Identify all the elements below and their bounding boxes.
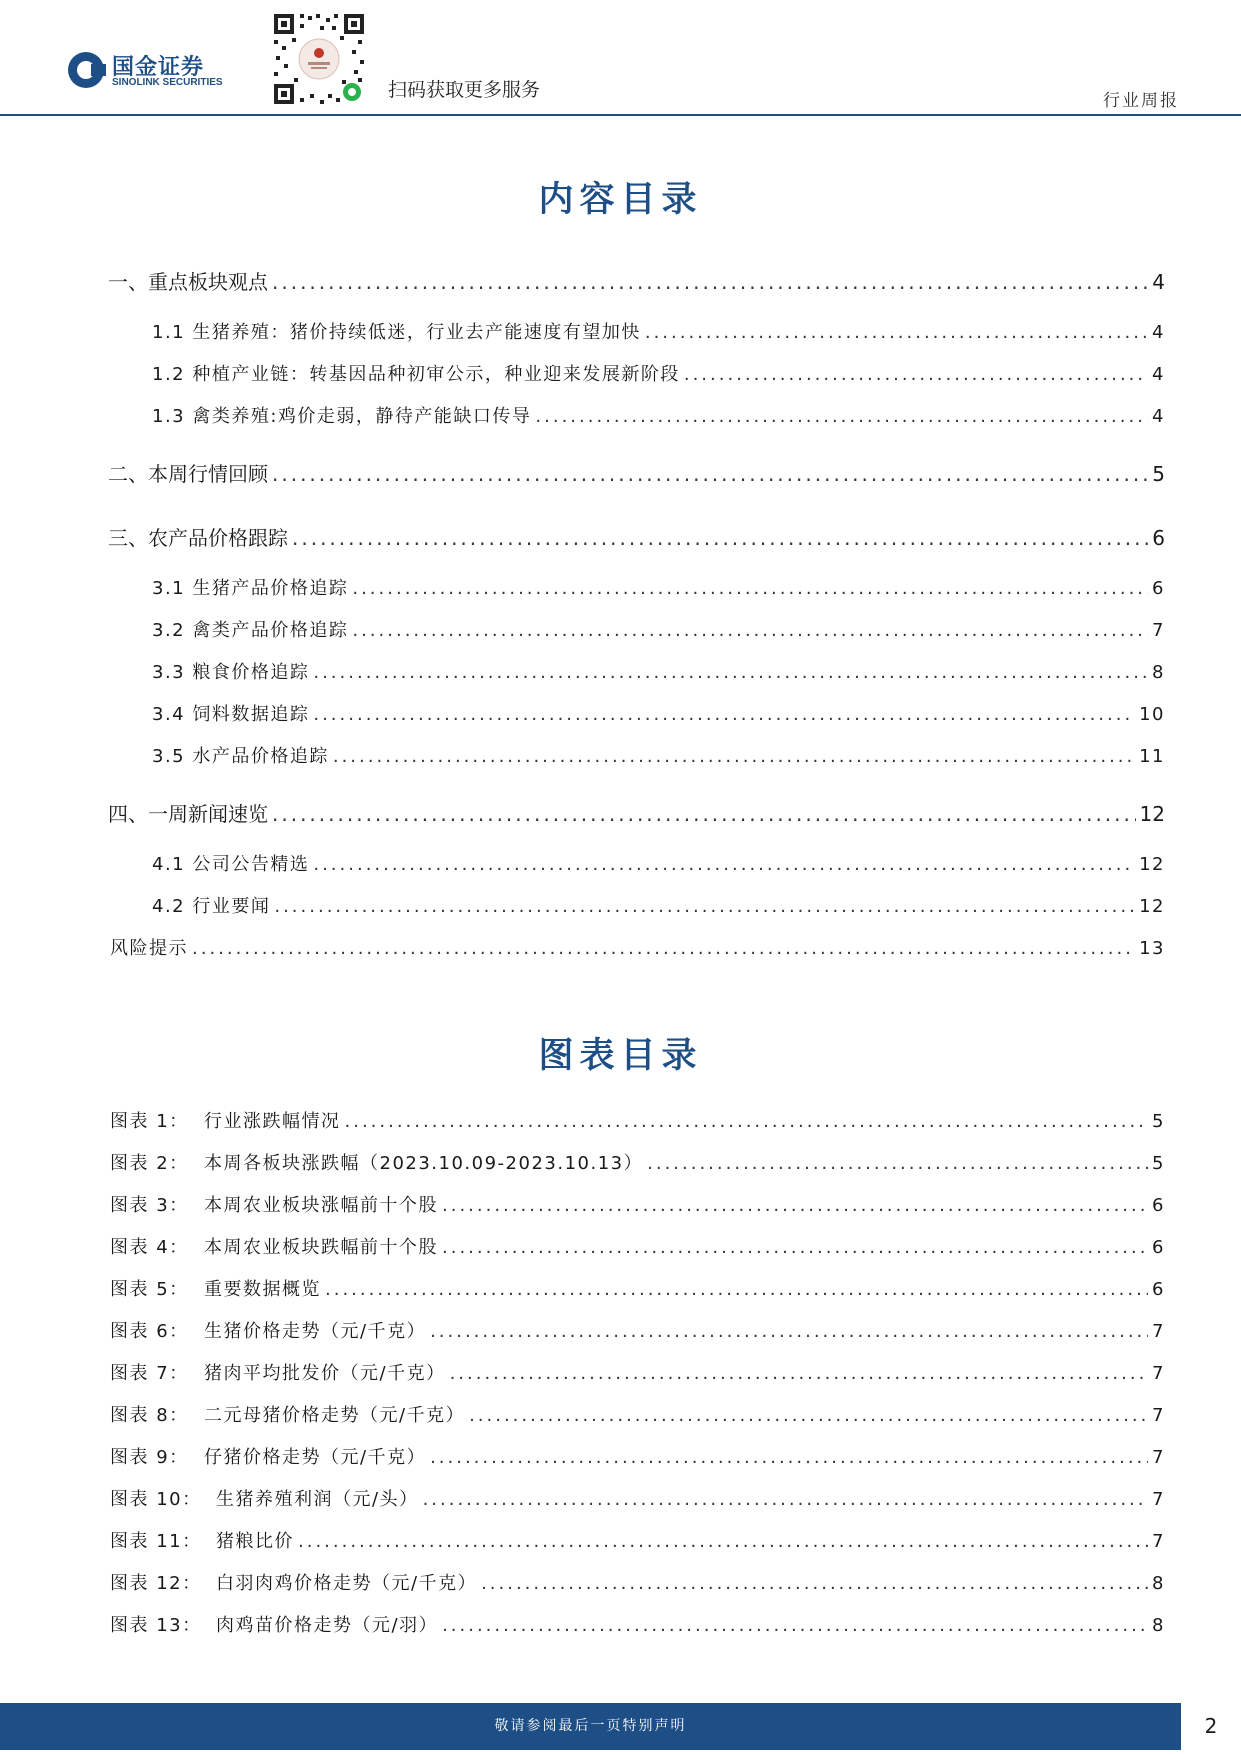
- toc-entry-text: 3.3 粮食价格追踪: [152, 662, 310, 683]
- toc-entry-page: 12: [1139, 896, 1165, 917]
- toc-entry-text: 风险提示: [110, 938, 188, 959]
- company-logo: [68, 50, 258, 94]
- figure-entry-text: 重要数据概览: [204, 1279, 321, 1300]
- figure-entry-text: 生猪养殖利润（元/头）: [216, 1489, 419, 1510]
- toc-entry-text: 1.3 禽类养殖:鸡价走弱，静待产能缺口传导: [152, 406, 532, 427]
- toc-entry-text: 一、重点板块观点: [108, 270, 268, 294]
- figure-entry[interactable]: [110, 1107, 1165, 1133]
- leader-dots: [442, 1195, 1148, 1216]
- page-header: [0, 0, 1241, 116]
- figure-entry[interactable]: [110, 1317, 1165, 1343]
- leader-dots: [647, 1153, 1148, 1174]
- leader-dots: [535, 406, 1148, 427]
- figure-entry-text: 二元母猪价格走势（元/千克）: [204, 1405, 466, 1426]
- toc-entry[interactable]: [152, 616, 1165, 642]
- leader-dots: [430, 1447, 1148, 1468]
- figure-label: 图表 4：: [110, 1237, 189, 1258]
- figure-entry[interactable]: [110, 1233, 1165, 1259]
- figure-entry-text: 行业涨跌幅情况: [204, 1111, 341, 1132]
- figure-entry[interactable]: [110, 1527, 1165, 1553]
- figure-entry-text: 肉鸡苗价格走势（元/羽）: [216, 1615, 439, 1636]
- leader-dots: [313, 704, 1135, 725]
- toc-entry-page: 11: [1139, 746, 1165, 767]
- toc-entry-text: 3.2 禽类产品价格追踪: [152, 620, 349, 641]
- figure-entry-page: 5: [1152, 1153, 1165, 1174]
- figure-entry-text: 白羽肉鸡价格走势（元/千克）: [216, 1573, 478, 1594]
- toc-entry-page: 6: [1152, 526, 1165, 550]
- leader-dots: [272, 462, 1148, 486]
- report-type: 行业周报: [1103, 91, 1179, 111]
- leader-dots: [442, 1237, 1148, 1258]
- figure-entry-page: 7: [1152, 1489, 1165, 1510]
- page-number: 2: [1204, 1714, 1218, 1738]
- leader-dots: [450, 1363, 1148, 1384]
- toc-entry[interactable]: [110, 934, 1165, 960]
- leader-dots: [274, 896, 1135, 917]
- figure-entry-page: 7: [1152, 1405, 1165, 1426]
- toc-entry-text: 4.2 行业要闻: [152, 896, 271, 917]
- figure-entry-text: 本周农业板块涨幅前十个股: [204, 1195, 438, 1216]
- figure-entry-page: 7: [1152, 1363, 1165, 1384]
- toc-entry-text: 3.4 饲料数据追踪: [152, 704, 310, 725]
- leader-dots: [272, 802, 1136, 826]
- figure-entry-text: 仔猪价格走势（元/千克）: [204, 1447, 427, 1468]
- logo-mark-icon: [68, 52, 104, 88]
- figure-entry[interactable]: [110, 1569, 1165, 1595]
- leader-dots: [442, 1615, 1148, 1636]
- figure-entry[interactable]: [110, 1401, 1165, 1427]
- logo-chinese-name: 国金证券: [112, 55, 205, 80]
- toc-entry[interactable]: [152, 574, 1165, 600]
- toc-entry[interactable]: [152, 402, 1165, 428]
- toc-entry-page: 8: [1152, 662, 1165, 683]
- toc-entry-page: 12: [1139, 854, 1165, 875]
- figure-entry-page: 8: [1152, 1615, 1165, 1636]
- toc-entry[interactable]: [108, 458, 1165, 484]
- leader-dots: [423, 1489, 1148, 1510]
- toc-entry-text: 1.1 生猪养殖：猪价持续低迷，行业去产能速度有望加快: [152, 322, 641, 343]
- figure-entry-page: 8: [1152, 1573, 1165, 1594]
- toc-entry-page: 4: [1152, 322, 1165, 343]
- toc-entry[interactable]: [152, 318, 1165, 344]
- leader-dots: [313, 662, 1148, 683]
- leader-dots: [352, 620, 1148, 641]
- footer-disclaimer: 敬请参阅最后一页特别声明: [494, 1718, 687, 1734]
- figure-label: 图表 1：: [110, 1111, 189, 1132]
- leader-dots: [684, 364, 1148, 385]
- figure-entry-text: 猪肉平均批发价（元/千克）: [204, 1363, 446, 1384]
- logo-english-name: SINOLINK SECURITIES: [112, 77, 223, 88]
- leader-dots: [292, 526, 1148, 550]
- figure-entry[interactable]: [110, 1191, 1165, 1217]
- toc-entry[interactable]: [152, 700, 1165, 726]
- toc-entry-page: 10: [1139, 704, 1165, 725]
- leader-dots: [192, 938, 1135, 959]
- figure-entry-page: 5: [1152, 1111, 1165, 1132]
- toc-entry-text: 二、本周行情回顾: [108, 462, 268, 486]
- leader-dots: [352, 578, 1148, 599]
- figure-entry-page: 7: [1152, 1321, 1165, 1342]
- figure-entry-page: 6: [1152, 1195, 1165, 1216]
- leader-dots: [469, 1405, 1148, 1426]
- leader-dots: [325, 1279, 1148, 1300]
- toc-entry[interactable]: [152, 850, 1165, 876]
- leader-dots: [272, 270, 1148, 294]
- figure-entry[interactable]: [110, 1359, 1165, 1385]
- toc-entry-text: 1.2 种植产业链：转基因品种初审公示，种业迎来发展新阶段: [152, 364, 680, 385]
- figure-label: 图表 6：: [110, 1321, 189, 1342]
- toc-entry-page: 4: [1152, 406, 1165, 427]
- toc-entry-page: 4: [1152, 270, 1165, 294]
- figure-label: 图表 5：: [110, 1279, 189, 1300]
- figure-entry[interactable]: [110, 1275, 1165, 1301]
- toc-entry-text: 三、农产品价格跟踪: [108, 526, 288, 550]
- toc-entry[interactable]: [108, 266, 1165, 292]
- figure-entry-page: 7: [1152, 1447, 1165, 1468]
- figure-entry-text: 猪粮比价: [216, 1531, 294, 1552]
- figure-entry[interactable]: [110, 1485, 1165, 1511]
- toc-entry[interactable]: [108, 522, 1165, 548]
- figure-label: 图表 2：: [110, 1153, 189, 1174]
- leader-dots: [313, 854, 1135, 875]
- figure-entry-page: 6: [1152, 1279, 1165, 1300]
- toc-entry-text: 四、一周新闻速览: [108, 802, 268, 826]
- figure-label: 图表 11：: [110, 1531, 202, 1552]
- toc-entry-page: 12: [1139, 802, 1165, 826]
- toc-entry-page: 7: [1152, 620, 1165, 641]
- figures-title: 图表目录: [538, 1035, 703, 1076]
- leader-dots: [430, 1321, 1148, 1342]
- figure-entry-text: 本周各板块涨跌幅（2023.10.09-2023.10.13）: [204, 1153, 644, 1174]
- figure-label: 图表 3：: [110, 1195, 189, 1216]
- toc-entry-text: 3.5 水产品价格追踪: [152, 746, 329, 767]
- toc-entry[interactable]: [152, 658, 1165, 684]
- figure-entry-text: 生猪价格走势（元/千克）: [204, 1321, 427, 1342]
- toc-entry[interactable]: [152, 742, 1165, 768]
- toc-entry-page: 4: [1152, 364, 1165, 385]
- toc-entry-page: 5: [1152, 462, 1165, 486]
- qr-code-icon[interactable]: [270, 10, 368, 108]
- figure-label: 图表 9：: [110, 1447, 189, 1468]
- qr-caption: 扫码获取更多服务: [388, 79, 541, 101]
- leader-dots: [345, 1111, 1149, 1132]
- figure-entry[interactable]: [110, 1611, 1165, 1637]
- figure-label: 图表 7：: [110, 1363, 189, 1384]
- figure-label: 图表 10：: [110, 1489, 202, 1510]
- figure-entry-page: 7: [1152, 1531, 1165, 1552]
- toc-entry-text: 4.1 公司公告精选: [152, 854, 310, 875]
- leader-dots: [333, 746, 1135, 767]
- toc-entry[interactable]: [152, 360, 1165, 386]
- figure-entry-text: 本周农业板块跌幅前十个股: [204, 1237, 438, 1258]
- figure-entry-page: 6: [1152, 1237, 1165, 1258]
- toc-entry[interactable]: [108, 798, 1165, 824]
- toc-entry-page: 6: [1152, 578, 1165, 599]
- figure-label: 图表 13：: [110, 1615, 202, 1636]
- toc-entry[interactable]: [152, 892, 1165, 918]
- figure-label: 图表 12：: [110, 1573, 202, 1594]
- leader-dots: [645, 322, 1148, 343]
- figure-entry[interactable]: [110, 1443, 1165, 1469]
- figure-label: 图表 8：: [110, 1405, 189, 1426]
- toc-entry-text: 3.1 生猪产品价格追踪: [152, 578, 349, 599]
- figure-entry[interactable]: [110, 1149, 1165, 1175]
- leader-dots: [298, 1531, 1148, 1552]
- header-divider: [0, 114, 1241, 116]
- toc-entry-page: 13: [1139, 938, 1165, 959]
- toc-title: 内容目录: [538, 179, 703, 220]
- leader-dots: [481, 1573, 1148, 1594]
